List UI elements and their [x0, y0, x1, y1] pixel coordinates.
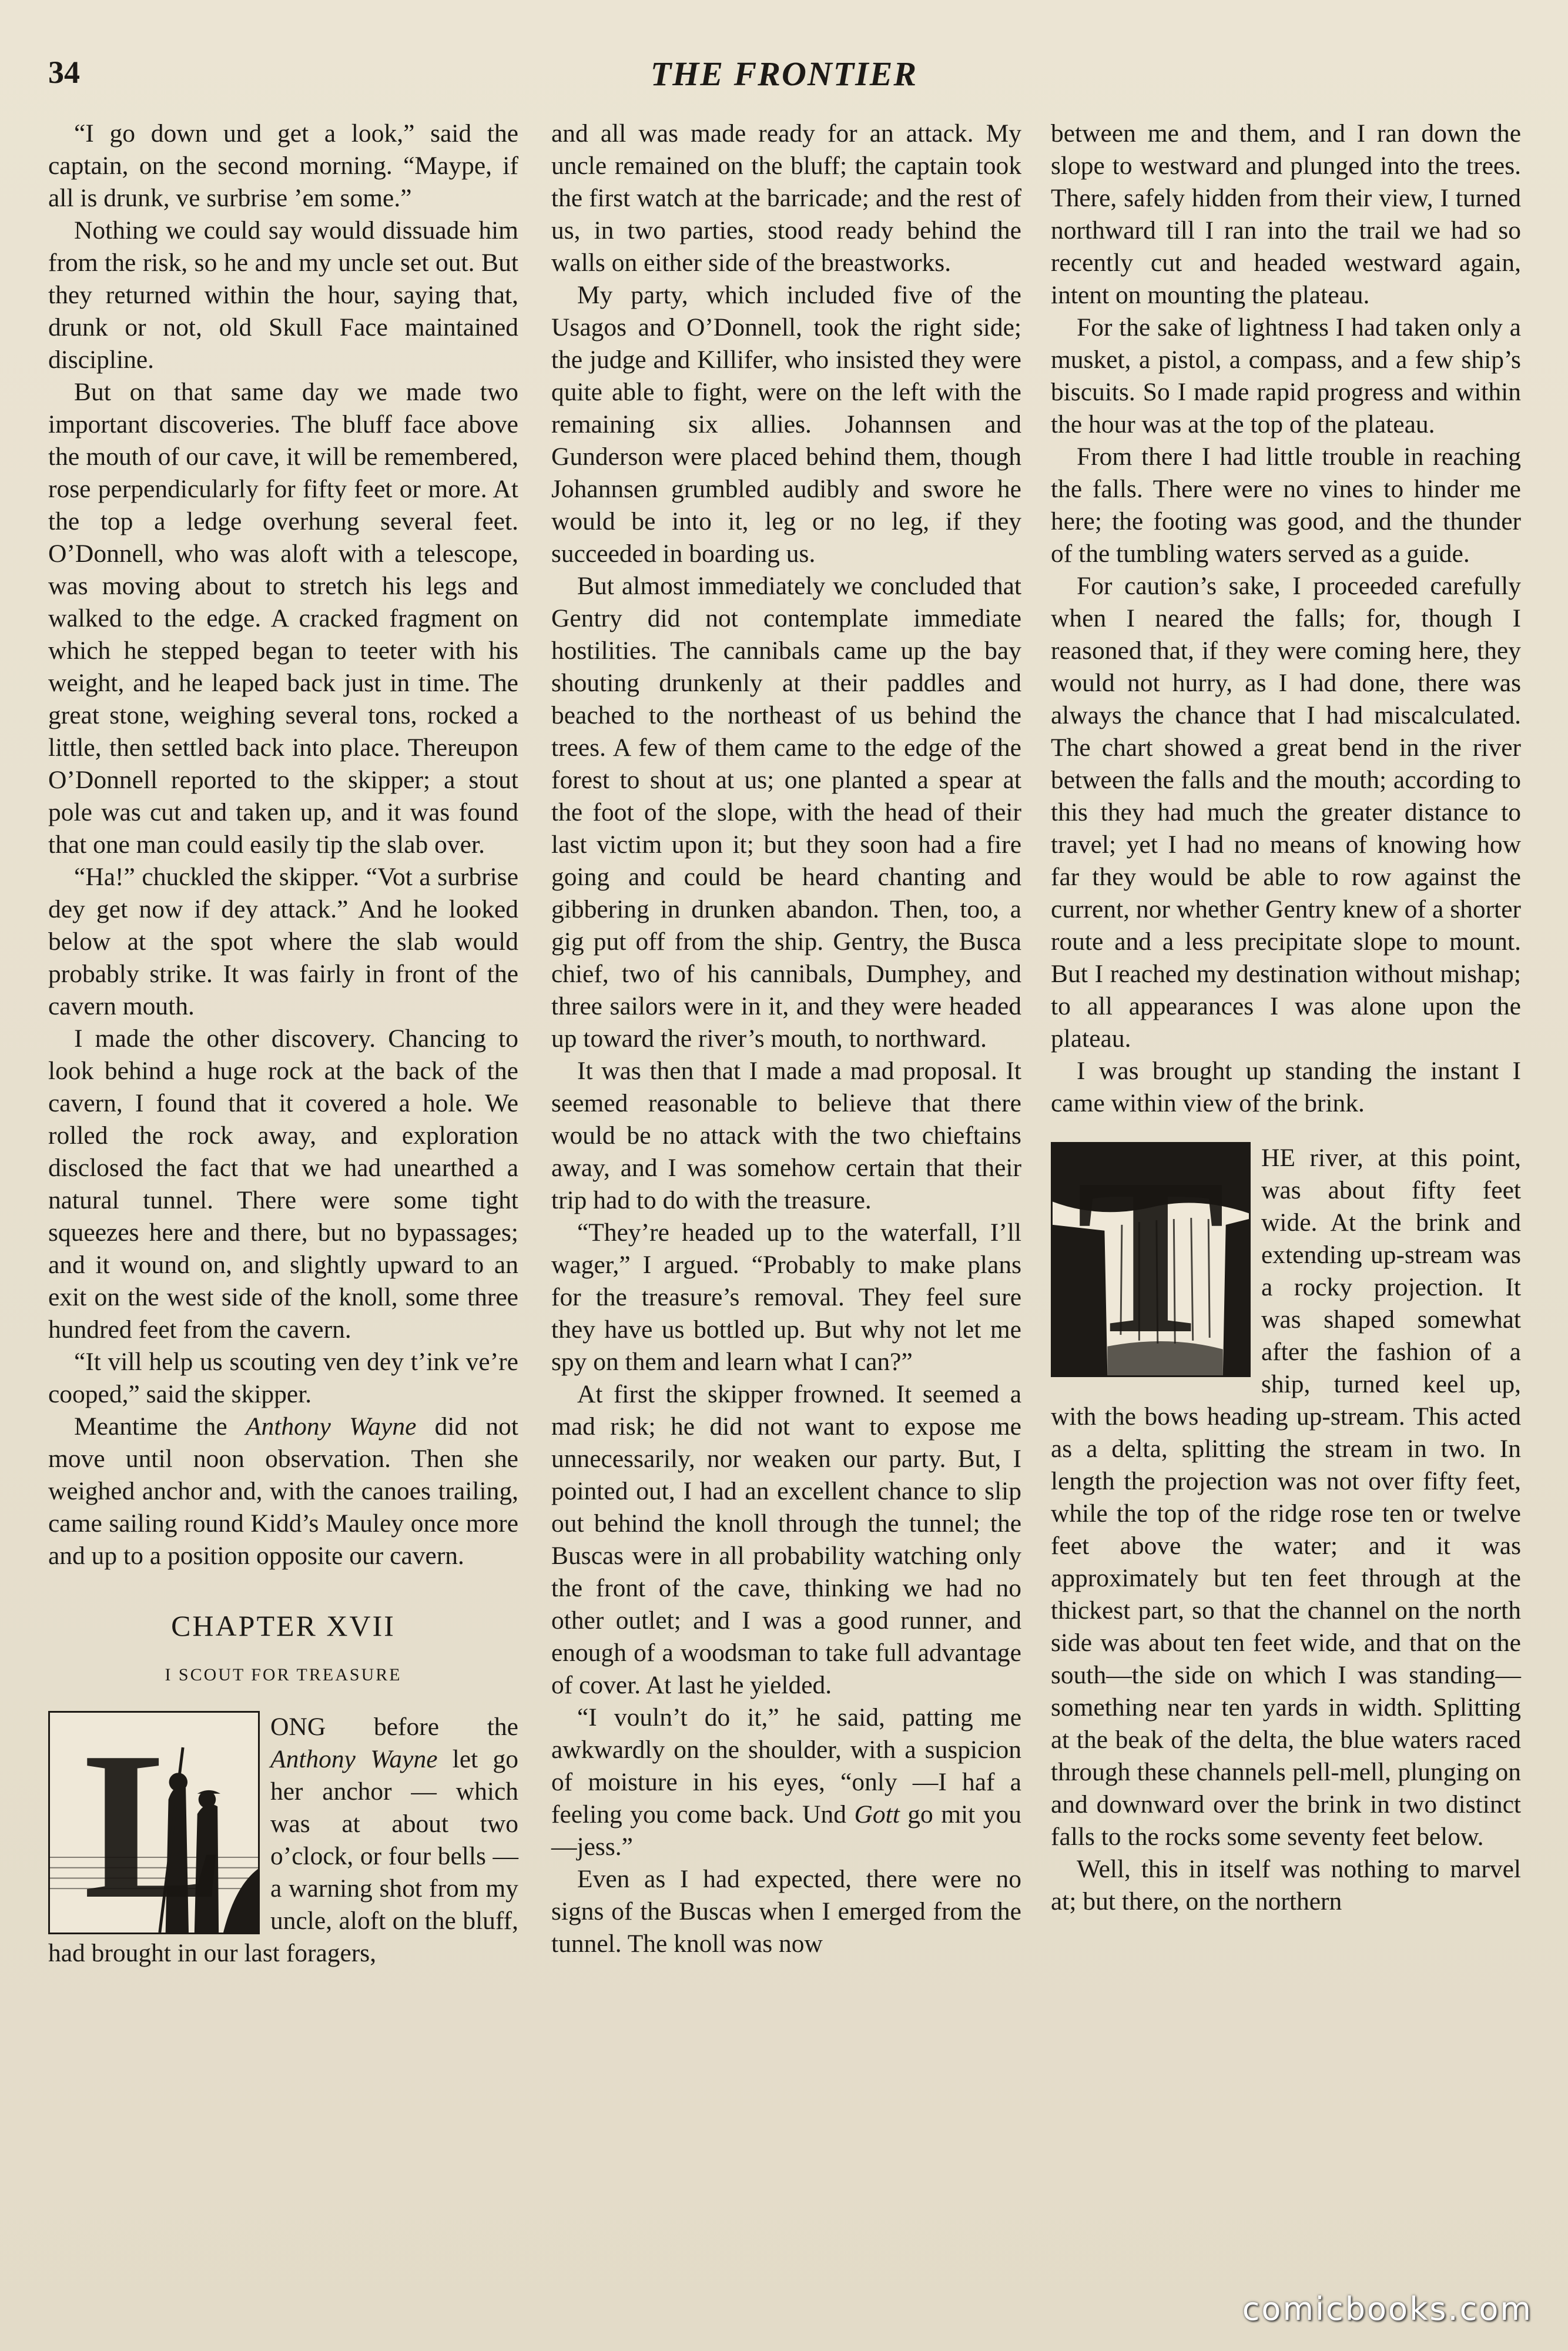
- running-title: THE FRONTIER: [650, 55, 918, 93]
- paragraph: “It vill help us scouting ven dey t’ink ve’re cooped,” said the skipper.: [48, 1348, 518, 1408]
- paragraph: [48, 1411, 518, 1572]
- text-run: Meantime the: [74, 1412, 246, 1441]
- paragraph: But on that same day we made two important discoveries. The bluff face above the mouth of our cave, it will be remembered, rose perpendicularly for fifty feet or more. At the top a ledge overhung several feet. O’Donnell, who was aloft with a telescope, was moving about to stretch his legs and walked to the edge. A cracked fragment on which he stepped began to teeter with his weight, and he leaped back just in time. The great stone, weighing several tons, rocked a little, then settled back into place. Thereupon O’Donnell reported to the skipper; a stout pole was cut and taken up, and it was found that one man could easily tip the slab over.: [48, 378, 518, 859]
- paragraph: “I go down und get a look,” said the captain, on the second morning. “Maype, if all is drunk, ve surbrise ’em some.”: [48, 119, 518, 212]
- paragraph: and all was made ready for an attack. My uncle remained on the bluff; the captain took the first watch at the barricade; and the rest of us, in two parties, stood ready behind the walls on either side of the breastworks.: [551, 119, 1021, 277]
- paragraph: Nothing we could say would dissuade him from the risk, so he and my uncle set out. But they returned within the hour, saying that, drunk or not, old Skull Face maintained discipline.: [48, 216, 518, 374]
- paragraph: I made the other discovery. Chancing to look behind a huge rock at the back of the cavern, I found that it covered a hole. We rolled the rock away, and exploration disclosed the fact that we had unearthed a natural tunnel. There were some tight squeezes here and there, but no bypassages; and it wound on, and slightly upward to an exit on the west side of the knoll, some three hundred feet from the cavern.: [48, 1024, 518, 1344]
- column-2: [551, 118, 1021, 1960]
- column-1: [48, 118, 518, 1970]
- paragraph: For caution’s sake, I proceeded carefully when I neared the falls; for, though I reasoned that, if they were coming here, they would not hurry, as I had done, there was always the chance that I had miscalculated. The chart showed a great bend in the river between the falls and the mouth; according to this they had much the greater distance to travel; yet I had no means of knowing how far they would be able to row against the current, nor whether Gentry knew of a shorter route and a less precipitate slope to mount. But I reached my destination without mishap; to all appearances I was alone upon the plateau.: [1051, 572, 1521, 1053]
- italic-word: Gott: [854, 1800, 900, 1828]
- paragraph: “They’re headed up to the waterfall, I’ll wager,” I argued. “Probably to make plans for the treasure’s removal. They feel sure they have us bottled up. But why not let me spy on them and learn what I can?”: [551, 1218, 1021, 1376]
- text-run: go mit you—jess.”: [551, 1800, 1021, 1861]
- paragraph: between me and them, and I ran down the slope to westward and plunged into the trees. There, safely hidden from their view, I turned northward till I ran into the trail we had so recently cut and headed westward again, intent on mounting the plateau.: [1051, 119, 1521, 309]
- illustrated-drop-cap-t: [1051, 1142, 1251, 1377]
- paragraph: “Ha!” chuckled the skipper. “Vot a surbrise dey get now if dey attack.” And he looked below at the spot where the slab would probably strike. It was fairly in front of the cavern mouth.: [48, 863, 518, 1020]
- column-3: [1051, 118, 1521, 1918]
- paragraph: Well, this in itself was nothing to marvel at; but there, on the northern: [1051, 1855, 1521, 1915]
- page-number: 34: [48, 55, 80, 90]
- illustrated-drop-cap-l: [48, 1711, 260, 1934]
- watermark: comicbooks.com: [1242, 2290, 1533, 2327]
- paragraph: At first the skipper frowned. It seemed a mad risk; he did not want to expose me unnecessarily, nor weaken our party. But, I pointed out, I had an excellent chance to slip out behind the knoll through the tunnel; the Buscas were in all probability watching only the front of the cave, thinking we had no other outlet; and I was a good runner, and enough of a woodsman to take full advantage of cover. At last he yielded.: [551, 1380, 1021, 1699]
- chapter-subtitle: I SCOUT FOR TREASURE: [165, 1665, 402, 1684]
- text-run: let go her anchor — which was at about two o’clock, or four bells — a warning shot from my uncle, aloft on the bluff, had brought in our last foragers,: [48, 1745, 518, 1967]
- spacer: [1051, 1120, 1521, 1142]
- paragraph: But almost immediately we concluded that Gentry did not contemplate immediate hostilities. The cannibals came up the bay shouting drunkenly at their paddles and beached to the northeast of us behind the trees. A few of them came to the edge of the forest to shout at us; one planted a spear at the foot of the slope, with the head of their last victim upon it; but they soon had a fire going and could be heard chanting and gibbering in drunken abandon. Then, too, a gig put off from the ship. Gentry, the Busca chief, two of his cannibals, Dumphey, and three sailors were in it, and they were headed up toward the river’s mouth, to northward.: [551, 572, 1021, 1053]
- paragraph: I was brought up standing the instant I came within view of the brink.: [1051, 1057, 1521, 1117]
- ship-name: Anthony Wayne: [245, 1412, 417, 1441]
- paragraph: It was then that I made a mad proposal. It seemed reasonable to believe that there would be no attack with the two chieftains away, and I was somehow certain that their trip had to do with the treasure.: [551, 1057, 1021, 1214]
- drop-cap-letter: L: [83, 1711, 225, 1934]
- paragraph: For the sake of lightness I had taken only a musket, a pistol, a compass, and a few ship’s biscuits. So I made rapid progress and within the hour was at the top of the plateau.: [1051, 313, 1521, 438]
- paragraph: From there I had little trouble in reaching the falls. There were no vines to hinder me here; the footing was good, and the thunder of the tumbling waters served as a guide.: [1051, 443, 1521, 568]
- text-run: ONG before the: [270, 1713, 518, 1741]
- paragraph: [551, 1702, 1021, 1863]
- text-run: did not move until noon observation. Then she weighed anchor and, with the canoes trailing, came sailing round Kidd’s Mauley once more and up to a position opposite our cavern.: [48, 1412, 519, 1570]
- paragraph: Even as I had expected, there were no signs of the Buscas when I emerged from the tunnel. The knoll was now: [551, 1865, 1021, 1958]
- drop-cap-letter: T: [1076, 1142, 1225, 1377]
- paragraph: My party, which included five of the Usagos and O’Donnell, took the right side; the judge and Killifer, who insisted they were quite able to fight, were on the left with the remaining six allies. Johannsen and Gunderson were placed behind them, though Johannsen grumbled audibly and swore he would be into it, leg or no leg, if they succeeded in boarding us.: [551, 281, 1021, 568]
- ship-name: Anthony Wayne: [270, 1745, 438, 1773]
- page-header: [48, 54, 1520, 101]
- paragraph: HE river, at this point, was about fifty feet wide. At the brink and extending up-stream was a rocky projection. It was shaped somewhat after the fashion of a ship, turned keel up, with the bows heading up-stream. This acted as a delta, splitting the stream in two. In length the projection was not over fifty feet, while the top of the ridge rose ten or twelve feet above the water; and it was approximately but ten feet through at the thickest part, so that the channel on the north side was about ten feet wide, and that on the south—the side on which I was standing—something near ten yards in width. Splitting at the beak of the delta, the blue waters raced through these channels pell-mell, plunging on and downward over the brink in two distinct falls to the rocks some seventy feet below.: [1051, 1144, 1521, 1851]
- chapter-heading: CHAPTER XVII: [171, 1609, 396, 1642]
- text-run: “I vouln’t do it,” he said, patting me awkwardly on the shoulder, with a suspicion of moisture in his eyes, “only —I haf a feeling you come back. Und: [551, 1703, 1021, 1828]
